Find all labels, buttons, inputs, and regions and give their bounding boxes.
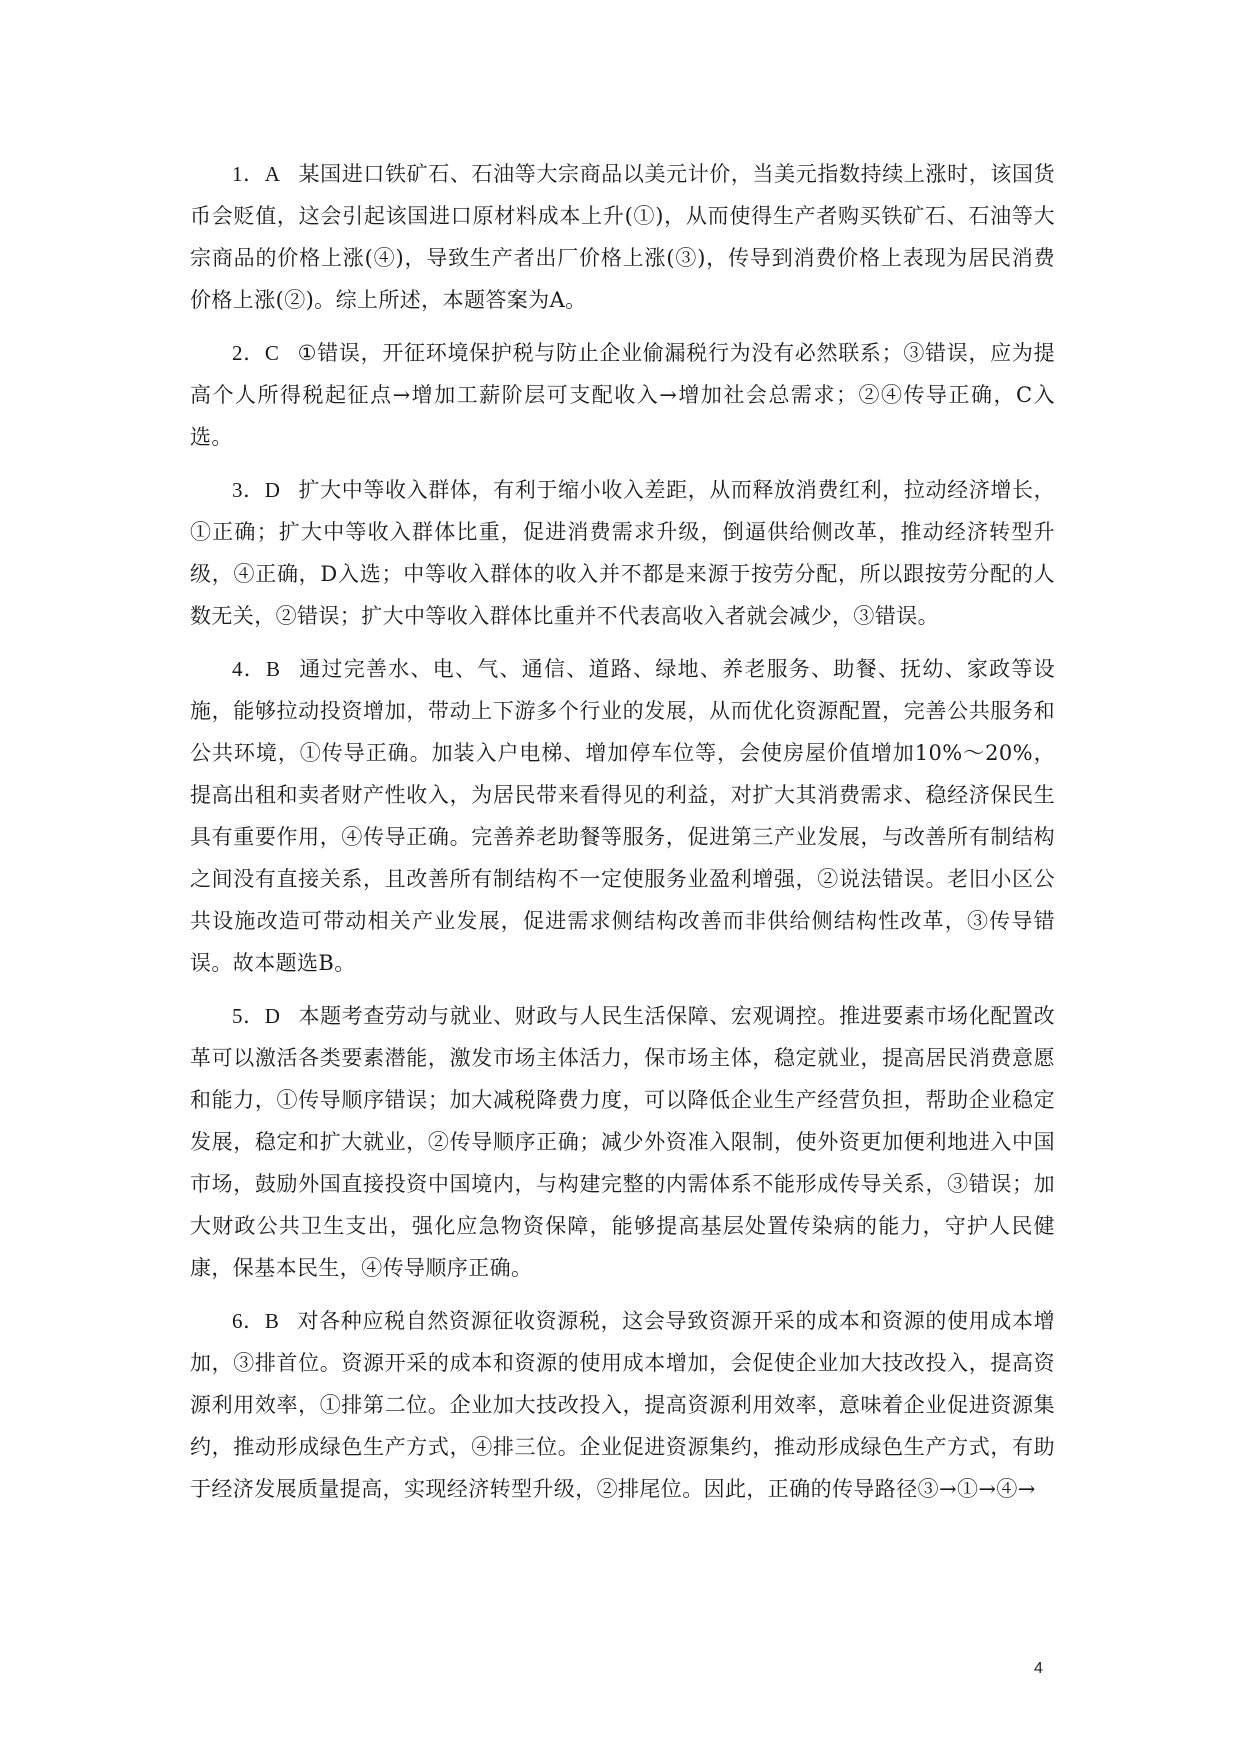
answer-item-1 [190,153,1055,321]
page-number: 4 [1034,1660,1043,1677]
answer-choice: B [264,1309,280,1333]
answer-number: 5． [232,1004,265,1028]
answer-explanation: 对各种应税自然资源征收资源税，这会导致资源开采的成本和资源的使用成本增加，③排首位。资源开采的成本和资源的使用成本增加，会促使企业加大技改投入，提高资源利用效率，①排第二位。企业加大技改投入，提高资源利用效率，意味着企业促进资源集约，推动形成绿色生产方式，④排三位。企业促进资源集约，推动形成绿色生产方式，有助于经济发展质量提高，实现经济转型升级，②排尾位。因此，正确的传导路径③→①→④→ [190,1309,1055,1501]
answer-item-5 [190,995,1055,1289]
answer-choice: C [264,341,280,365]
answer-item-3 [190,469,1055,637]
answer-explanations [190,153,1055,1521]
answer-explanation: 某国进口铁矿石、石油等大宗商品以美元计价，当美元指数持续上涨时，该国货币会贬值，这会引起该国进口原材料成本上升(①)，从而使得生产者购买铁矿石、石油等大宗商品的价格上涨(④)，导致生产者出厂价格上涨(③)，传导到消费价格上表现为居民消费价格上涨(②)。综上所述，本题答案为A。 [190,162,1055,312]
answer-explanation: 通过完善水、电、气、通信、道路、绿地、养老服务、助餐、抚幼、家政等设施，能够拉动投资增加，带动上下游多个行业的发展，从而优化资源配置，完善公共服务和公共环境，①传导正确。加装入户电梯、增加停车位等，会使房屋价值增加10%～20%，提高出租和卖者财产性收入，为居民带来看得见的利益，对扩大其消费需求、稳经济保民生具有重要作用，④传导正确。完善养老助餐等服务，促进第三产业发展，与改善所有制结构之间没有直接关系，且改善所有制结构不一定使服务业盈利增强，②说法错误。老旧小区公共设施改造可带动相关产业发展，促进需求侧结构改善而非供给侧结构性改革，③传导错误。故本题选B。 [190,657,1055,975]
answer-number: 1． [232,162,265,186]
answer-item-4 [190,648,1055,984]
answer-number: 2． [232,341,265,365]
answer-explanation: ①错误，开征环境保护税与防止企业偷漏税行为没有必然联系；③错误，应为提高个人所得税起征点→增加工薪阶层可支配收入→增加社会总需求；②④传导正确，C入选。 [190,341,1055,449]
answer-item-2 [190,332,1055,458]
answer-explanation: 扩大中等收入群体，有利于缩小收入差距，从而释放消费红利，拉动经济增长，①正确；扩大中等收入群体比重，促进消费需求升级，倒逼供给侧改革，推动经济转型升级，④正确，D入选；中等收入群体的收入并不都是来源于按劳分配，所以跟按劳分配的人数无关，②错误；扩大中等收入群体比重并不代表高收入者就会减少，③错误。 [190,478,1055,628]
answer-choice: A [264,162,281,186]
answer-explanation: 本题考查劳动与就业、财政与人民生活保障、宏观调控。推进要素市场化配置改革可以激活各类要素潜能，激发市场主体活力，保市场主体，稳定就业，提高居民消费意愿和能力，①传导顺序错误；加大减税降费力度，可以降低企业生产经营负担，帮助企业稳定发展，稳定和扩大就业，②传导顺序正确；减少外资准入限制，使外资更加便利地进入中国市场，鼓励外国直接投资中国境内，与构建完整的内需体系不能形成传导关系，③错误；加大财政公共卫生支出，强化应急物资保障，能够提高基层处置传染病的能力，守护人民健康，保基本民生，④传导顺序正确。 [190,1004,1055,1280]
answer-number: 4． [232,657,267,681]
answer-item-6 [190,1300,1055,1510]
answer-number: 3． [232,478,265,502]
answer-choice: B [266,657,281,681]
answer-choice: D [264,478,281,502]
answer-choice: D [264,1004,281,1028]
answer-number: 6． [232,1309,265,1333]
